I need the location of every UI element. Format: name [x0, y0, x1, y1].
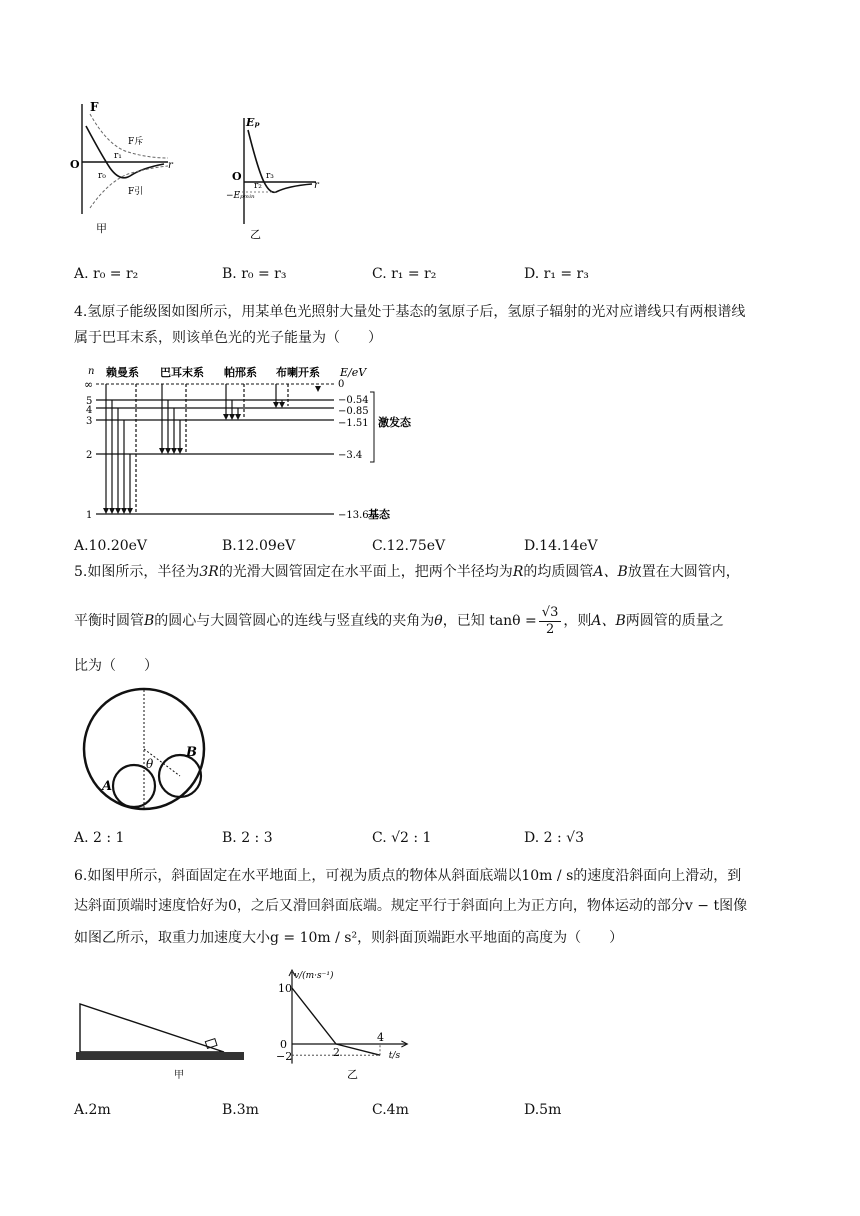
repulsive-curve — [90, 114, 168, 158]
q6-option-a[interactable]: A.2m — [74, 1102, 111, 1118]
block — [205, 1039, 217, 1049]
incline — [80, 1004, 224, 1052]
f-label: F — [90, 100, 99, 114]
q3-option-d[interactable]: D. r₁ = r₃ — [524, 266, 589, 282]
q5-stem-line1: 5.如图所示，半径为3R的光滑大圆管固定在水平面上，把两个半径均为R的均质圆管A、B放置在大圆管内， — [74, 564, 740, 580]
origin-label: O — [70, 158, 80, 171]
series-lyman: 赖曼系 — [106, 366, 139, 379]
n-3: 3 — [86, 416, 93, 427]
r0-label: r₀ — [98, 171, 106, 181]
t-axis-label: t/s — [388, 1051, 401, 1061]
ground — [76, 1052, 244, 1060]
e-inf: 0 — [338, 379, 345, 390]
lyman-arrows — [106, 384, 136, 512]
origin-label: O — [232, 170, 242, 183]
series-brackett: 布喇开系 — [276, 366, 320, 379]
theta-label: θ — [146, 757, 154, 771]
q4-option-d[interactable]: D.14.14eV — [524, 538, 598, 554]
q5-option-d[interactable]: D. 2 : √3 — [524, 830, 584, 846]
q6-figure-jia — [74, 996, 246, 1082]
series-paschen: 帕邢系 — [224, 366, 257, 379]
q5-option-a[interactable]: A. 2 : 1 — [74, 830, 125, 846]
v-axis-label: v/(m·s⁻¹) — [294, 971, 334, 981]
q3-figure-yi — [228, 112, 330, 244]
caption-yi: 乙 — [347, 1068, 358, 1081]
r2-label: r₂ — [254, 181, 262, 191]
r-label: r — [314, 180, 319, 191]
q3-option-a[interactable]: A. r₀ = r₂ — [74, 266, 139, 282]
caption-yi: 乙 — [250, 228, 261, 241]
y-tick-10: 10 — [278, 982, 292, 995]
excited-label: 激发态 — [378, 416, 411, 429]
q5-figure — [74, 688, 214, 814]
n-4: 4 — [86, 405, 93, 416]
f-attractive-label: F引 — [128, 187, 144, 197]
ep-label: Eₚ — [246, 116, 260, 129]
tan-expression: tanθ = — [489, 613, 537, 629]
q4-option-a[interactable]: A.10.20eV — [74, 538, 148, 554]
y-tick-minus2: −2 — [276, 1050, 293, 1064]
q4-stem-line2: 属于巴耳末系，则该单色光的光子能量为（ ） — [74, 330, 382, 346]
n-2: 2 — [86, 450, 93, 461]
q5-stem-line3: 比为（ ） — [74, 658, 158, 674]
q5-option-c[interactable]: C. √2 : 1 — [372, 830, 432, 846]
q4-option-b[interactable]: B.12.09eV — [222, 538, 296, 554]
q6-stem-line2: 达斜面顶端时速度恰好为0，之后又滑回斜面底端。规定平行于斜面向上为正方向，物体运动的部分v − t图像 — [74, 898, 748, 914]
q3-option-c[interactable]: C. r₁ = r₂ — [372, 266, 437, 282]
q6-vt-chart — [276, 966, 416, 1086]
q5-option-b[interactable]: B. 2 : 3 — [222, 830, 273, 846]
series-balmer: 巴耳末系 — [160, 366, 204, 379]
q6-stem-line3: 如图乙所示，取重力加速度大小g = 10m / s²，则斜面顶端距水平地面的高度为（ ） — [74, 930, 624, 946]
n-5: 5 — [86, 396, 93, 407]
q6-option-d[interactable]: D.5m — [524, 1102, 562, 1118]
caption-jia: 甲 — [174, 1070, 184, 1081]
neg-epmin-label: −Eₚₘᵢₙ — [226, 191, 255, 201]
n-inf: ∞ — [84, 378, 94, 391]
q4-option-c[interactable]: C.12.75eV — [372, 538, 446, 554]
tube-a — [113, 765, 155, 807]
energy-label: E/eV — [340, 366, 367, 379]
q3-option-b[interactable]: B. r₀ = r₃ — [222, 266, 287, 282]
x-tick-4: 4 — [377, 1031, 384, 1044]
balmer-arrows — [162, 384, 186, 452]
q6-stem-line1: 6.如图甲所示，斜面固定在水平地面上，可视为质点的物体从斜面底端以10m / s的速度沿斜面向上滑动，到 — [74, 868, 742, 884]
q5-stem-line2: 平衡时圆管B的圆心与大圆管圆心的连线与竖直线的夹角为θ，已知 tanθ = $\frac{√3}{2}$ ，则A、B两圆管的质量之 — [74, 604, 724, 637]
r3-label: r₃ — [266, 171, 274, 181]
e-3: −1.51 — [338, 418, 369, 429]
r1-label: r₁ — [114, 151, 122, 161]
q3-figure-jia — [68, 96, 180, 244]
label-a: A — [102, 779, 113, 794]
q6-option-c[interactable]: C.4m — [372, 1102, 409, 1118]
n-1: 1 — [86, 510, 93, 521]
e-1: −13.6 — [338, 510, 369, 521]
e-4: −0.85 — [338, 406, 369, 417]
q4-stem-line1: 4.氢原子能级图如图所示，用某单色光照射大量处于基态的氢原子后，氢原子辐射的光对应谱线只有两根谱线 — [74, 304, 746, 320]
q4-energy-level-diagram — [76, 362, 411, 526]
paschen-arrows — [226, 384, 244, 418]
segment-up — [292, 988, 336, 1044]
f-repulsive-label: F斥 — [128, 137, 144, 147]
caption-jia: 甲 — [96, 222, 107, 235]
label-b: B — [186, 745, 197, 760]
segment-down — [336, 1044, 380, 1055]
n-label: n — [88, 366, 95, 377]
excited-bracket — [370, 392, 374, 462]
e-2: −3.4 — [338, 450, 363, 461]
e-5: −0.54 — [338, 395, 369, 406]
q6-option-b[interactable]: B.3m — [222, 1102, 259, 1118]
sqrt3-over-2: $\frac{√3}{2}$ — [539, 605, 562, 638]
ground-label: 基态 — [368, 508, 390, 521]
r-label: r — [168, 160, 173, 171]
x-tick-2: 2 — [333, 1046, 340, 1059]
y-tick-0: 0 — [280, 1038, 287, 1051]
